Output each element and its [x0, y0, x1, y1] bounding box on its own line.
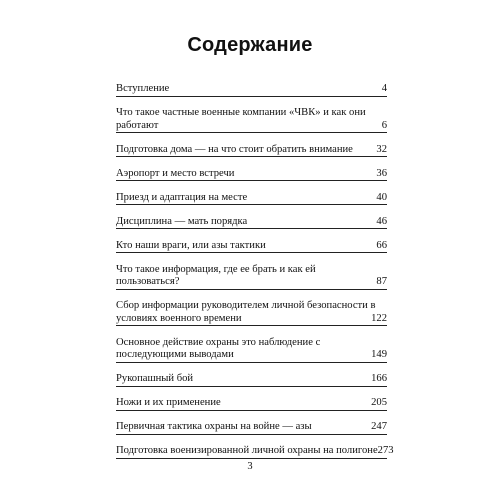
toc-entry-title-line: Кто наши враги, или азы тактики — [116, 239, 266, 251]
toc-entry-page-number: 66 — [376, 239, 387, 251]
toc-entry-title-line: Вступление — [116, 83, 170, 94]
toc-entry-page-number: 247 — [371, 421, 387, 432]
toc-entry[interactable] — [116, 168, 387, 182]
toc-entry-title-line: пользоваться? — [116, 276, 180, 287]
toc-entry[interactable] — [116, 107, 387, 133]
toc-entry-title-line: Ножи и их применение — [116, 397, 221, 408]
toc-entry-title-line: Приезд и адаптация на месте — [116, 191, 248, 203]
page-number-footer: 3 — [247, 461, 253, 472]
toc-entry-title-line: Подготовка дома — на что стоит обратить внимание — [116, 143, 353, 155]
toc-entry-title-line: Сбор информации руководителем личной безопасности в — [116, 300, 376, 311]
toc-entry-page-number: 4 — [381, 83, 387, 94]
toc-entry-page-number: 6 — [381, 119, 387, 131]
toc-entry-page-number: 32 — [376, 143, 387, 155]
toc-entry[interactable] — [116, 373, 387, 387]
toc-entry-page-number: 46 — [376, 215, 387, 227]
toc-entry-title-line: Первичная тактика охраны на войне — азы — [116, 421, 312, 432]
toc-entry[interactable] — [116, 337, 387, 363]
toc-entry-title-line: Дисциплина — мать порядка — [116, 215, 248, 227]
toc-entry-page-number: 122 — [371, 312, 387, 324]
toc-entry-page-number: 166 — [371, 373, 387, 384]
toc-entry-page-number: 40 — [376, 191, 387, 203]
toc-entry[interactable] — [116, 216, 387, 230]
toc-entry-page-number: 87 — [376, 276, 387, 287]
toc-entry[interactable] — [116, 192, 387, 206]
toc-entry-page-number: 205 — [371, 397, 387, 408]
toc-entry-page-number: 36 — [376, 167, 387, 179]
toc-entry-page-number: 149 — [371, 349, 387, 360]
toc-entry[interactable] — [116, 83, 387, 97]
toc-entry-title-line: условиях военного времени — [116, 312, 242, 324]
toc-entry[interactable] — [116, 445, 394, 459]
toc-entry[interactable] — [116, 397, 387, 411]
toc-entry[interactable] — [116, 300, 387, 326]
toc-entry[interactable] — [116, 264, 387, 290]
toc-entry-title-line: Что такое частные военные компании «ЧВК» и как они — [116, 107, 366, 118]
toc-entry-page-number: 273 — [377, 445, 394, 456]
toc-entry-title-line: Что такое информация, где ее брать и как ей — [116, 263, 316, 275]
toc-entry-title-line: Подготовка военизированной личной охраны на полигоне — [116, 445, 378, 456]
toc-entry-title-line: Основное действие охраны это наблюдение с — [116, 336, 321, 348]
toc-entry[interactable] — [116, 240, 387, 254]
toc-entry-title-line: Аэропорт и место встречи — [116, 167, 235, 179]
toc-entry-title-line: Рукопашный бой — [116, 373, 194, 384]
page-title: Содержание — [187, 34, 313, 56]
table-of-contents — [116, 83, 394, 469]
toc-entry-title-line: работают — [116, 119, 159, 131]
toc-entry[interactable] — [116, 144, 387, 158]
toc-entry[interactable] — [116, 421, 387, 435]
toc-entry-title-line: последующими выводами — [116, 349, 234, 360]
